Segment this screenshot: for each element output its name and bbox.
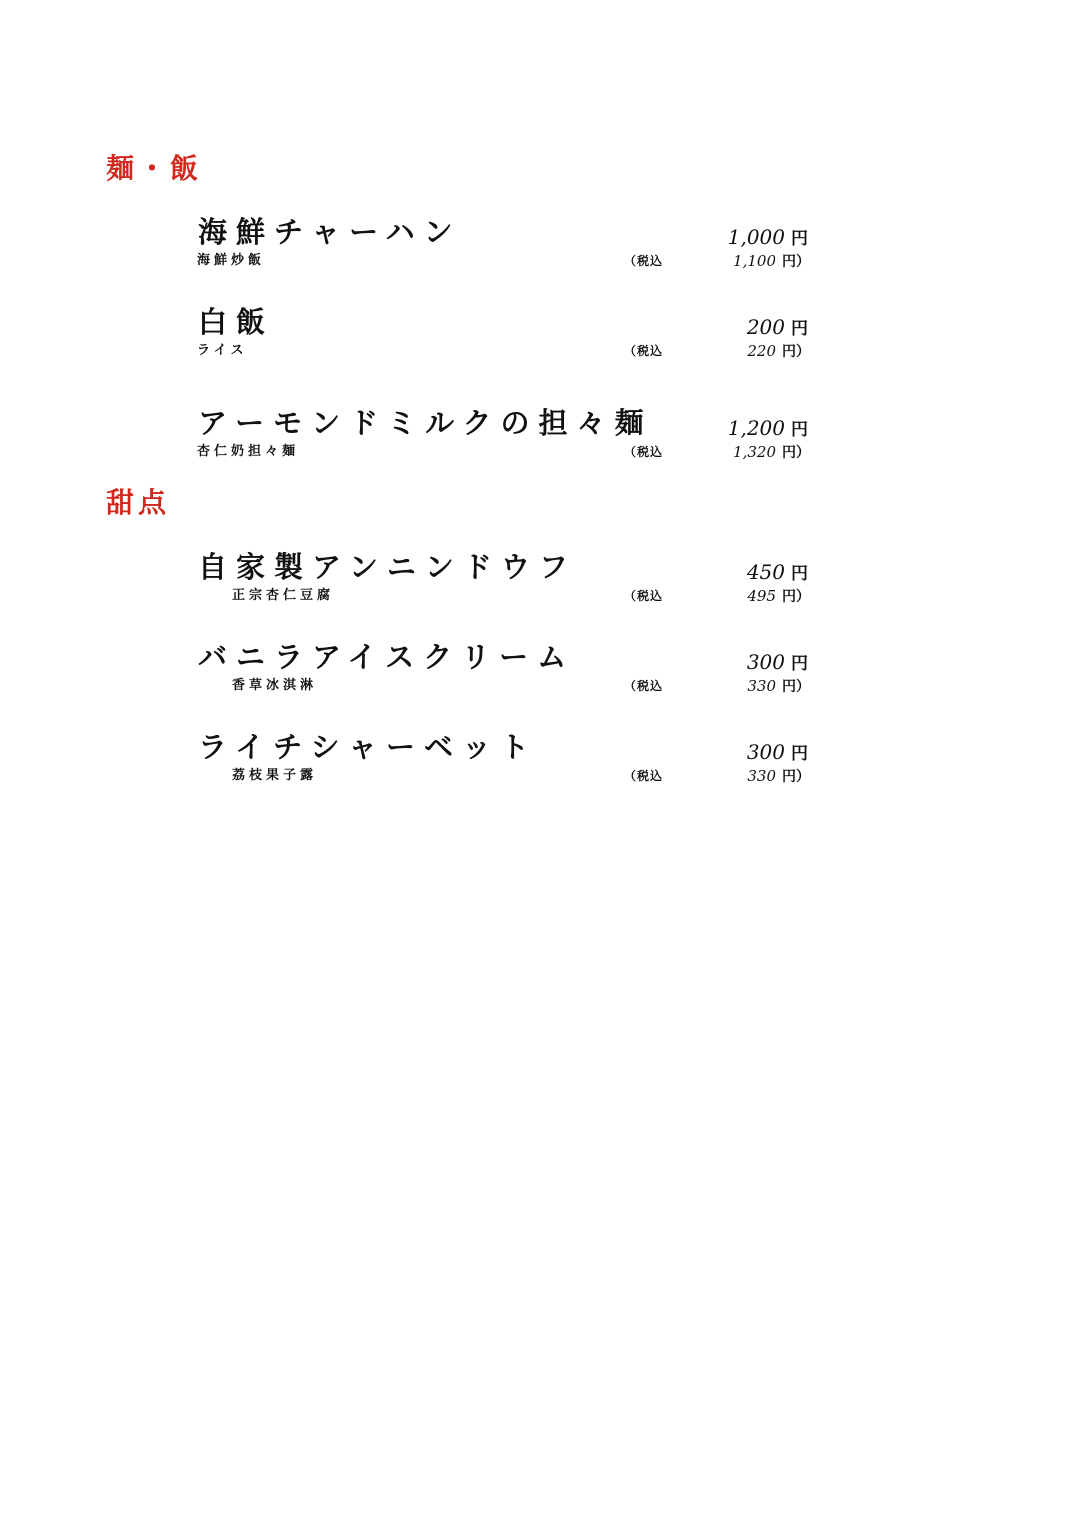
price-value: 300 bbox=[746, 740, 785, 764]
yen-unit: 円 bbox=[791, 229, 808, 249]
item-name: アーモンドミルクの担々麺 bbox=[198, 406, 653, 440]
price-value: 300 bbox=[746, 650, 785, 674]
price bbox=[728, 227, 808, 248]
item-subtitle: ライス bbox=[197, 343, 248, 358]
tax-included-label: （税込 bbox=[624, 589, 664, 603]
section-heading-desserts: 甜点 bbox=[106, 486, 171, 519]
yen-unit: 円） bbox=[782, 589, 810, 605]
menu-item-white-rice bbox=[0, 305, 1077, 378]
yen-unit: 円） bbox=[782, 344, 810, 360]
yen-unit: 円） bbox=[782, 679, 810, 695]
yen-unit: 円 bbox=[791, 744, 808, 764]
price-with-tax bbox=[733, 445, 810, 460]
price-with-tax-value: 220 bbox=[747, 342, 776, 360]
menu-item-lychee-sherbet bbox=[0, 730, 1077, 803]
menu-item-almond-tofu bbox=[0, 550, 1077, 623]
yen-unit: 円） bbox=[782, 254, 810, 270]
menu-item-seafood-fried-rice bbox=[0, 215, 1077, 288]
yen-unit: 円 bbox=[791, 319, 808, 339]
price-value: 450 bbox=[746, 560, 785, 584]
price-with-tax bbox=[747, 679, 810, 694]
price bbox=[747, 562, 808, 583]
yen-unit: 円） bbox=[782, 445, 810, 461]
item-subtitle: 正宗杏仁豆腐 bbox=[232, 588, 335, 603]
menu-item-almond-milk-dandan-noodles bbox=[0, 406, 1077, 479]
yen-unit: 円 bbox=[791, 564, 808, 584]
item-name: 海鮮チャーハン bbox=[198, 215, 462, 249]
item-name: ライチシャーベット bbox=[198, 730, 538, 764]
price-with-tax-value: 330 bbox=[747, 677, 776, 695]
item-subtitle: 海鮮炒飯 bbox=[197, 253, 266, 268]
item-name: 白飯 bbox=[198, 305, 275, 339]
item-subtitle: 杏仁奶担々麺 bbox=[197, 444, 300, 459]
tax-included-label: （税込 bbox=[624, 344, 664, 358]
yen-unit: 円） bbox=[782, 769, 810, 785]
menu-item-vanilla-ice-cream bbox=[0, 640, 1077, 713]
price-with-tax-value: 1,320 bbox=[733, 443, 776, 461]
price bbox=[747, 742, 808, 763]
tax-included-label: （税込 bbox=[624, 769, 664, 783]
yen-unit: 円 bbox=[791, 420, 808, 440]
price bbox=[728, 418, 808, 439]
price-with-tax bbox=[747, 344, 810, 359]
item-subtitle: 香草冰淇淋 bbox=[232, 678, 318, 693]
item-subtitle: 荔枝果子露 bbox=[232, 768, 318, 783]
price-value: 1,000 bbox=[727, 225, 785, 249]
yen-unit: 円 bbox=[791, 654, 808, 674]
tax-included-label: （税込 bbox=[624, 254, 664, 268]
price-with-tax-value: 330 bbox=[747, 767, 776, 785]
item-name: バニラアイスクリーム bbox=[198, 640, 576, 674]
price-value: 200 bbox=[746, 315, 785, 339]
price-with-tax-value: 1,100 bbox=[733, 252, 776, 270]
price bbox=[747, 652, 808, 673]
section-heading-noodles-rice: 麺・飯 bbox=[106, 152, 203, 185]
price-with-tax bbox=[733, 254, 810, 269]
tax-included-label: （税込 bbox=[624, 679, 664, 693]
item-name: 自家製アンニンドウフ bbox=[198, 550, 577, 584]
tax-included-label: （税込 bbox=[624, 445, 664, 459]
price-with-tax-value: 495 bbox=[747, 587, 776, 605]
price-with-tax bbox=[747, 589, 810, 604]
price-value: 1,200 bbox=[727, 416, 785, 440]
price-with-tax bbox=[747, 769, 810, 784]
price bbox=[747, 317, 808, 338]
